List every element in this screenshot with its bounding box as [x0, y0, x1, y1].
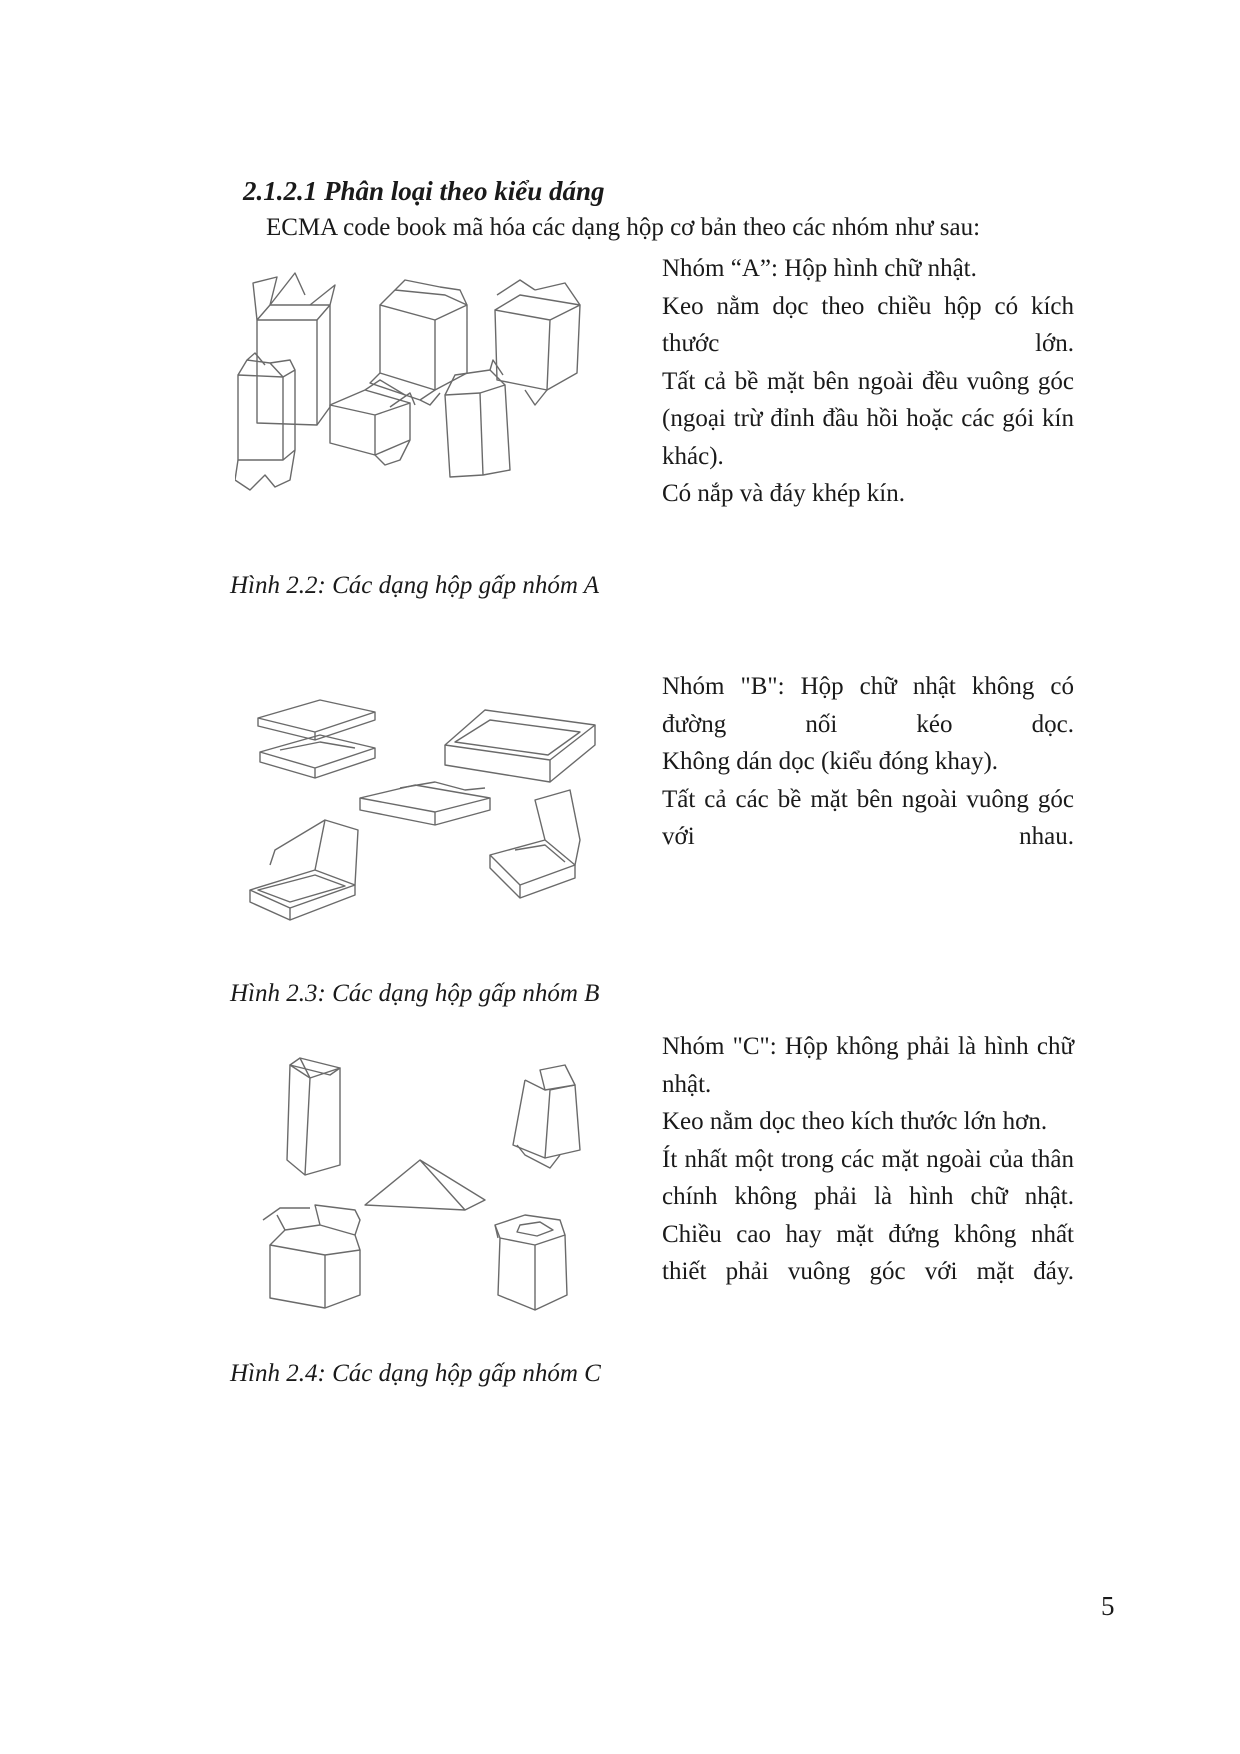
group-a-line-3: Tất cả bề mặt bên ngoài đều vuông góc (ngoại trừ đỉnh đầu hồi hoặc các gói kín khác). — [662, 367, 1074, 470]
group-c-description — [662, 1028, 1074, 1291]
group-a-line-2: Keo nằm dọc theo chiều hộp có kích thước lớn. — [662, 292, 1074, 357]
figure-caption-2-4: Hình 2.4: Các dạng hộp gấp nhóm C — [230, 1360, 601, 1387]
group-a-line-4: Có nắp và đáy khép kín. — [662, 480, 906, 507]
figure-caption-2-2: Hình 2.2: Các dạng hộp gấp nhóm A — [230, 572, 599, 599]
group-a-line-1: Nhóm “A”: Hộp hình chữ nhật. — [662, 255, 977, 282]
figure-caption-2-3: Hình 2.3: Các dạng hộp gấp nhóm B — [230, 980, 600, 1007]
section-heading: 2.1.2.1 Phân loại theo kiểu dáng — [243, 176, 605, 206]
figure-group-c-boxes — [255, 1040, 625, 1320]
page-number: 5 — [1101, 1591, 1115, 1621]
group-b-line-2: Không dán dọc (kiểu đóng khay). — [662, 748, 999, 775]
group-b-line-1: Nhóm "B": Hộp chữ nhật không có đường nối kéo dọc. — [662, 673, 1074, 738]
group-c-line-1: Nhóm "C": Hộp không phải là hình chữ nhật. — [662, 1033, 1074, 1098]
group-b-description — [662, 668, 1074, 856]
figure-group-b-boxes — [240, 690, 620, 960]
group-c-line-3: Ít nhất một trong các mặt ngoài của thân chính không phải là hình chữ nhật. Chiều cao hay mặt đứng không nhất thiết phải vuông góc với mặt đáy. — [662, 1145, 1074, 1285]
figure-group-a-boxes — [235, 265, 640, 540]
group-a-description — [662, 250, 1074, 513]
intro-paragraph: ECMA code book mã hóa các dạng hộp cơ bản theo các nhóm như sau: — [266, 214, 981, 241]
group-b-line-3: Tất cả các bề mặt bên ngoài vuông góc với nhau. — [662, 785, 1074, 850]
group-c-line-2: Keo nằm dọc theo kích thước lớn hơn. — [662, 1108, 1048, 1135]
